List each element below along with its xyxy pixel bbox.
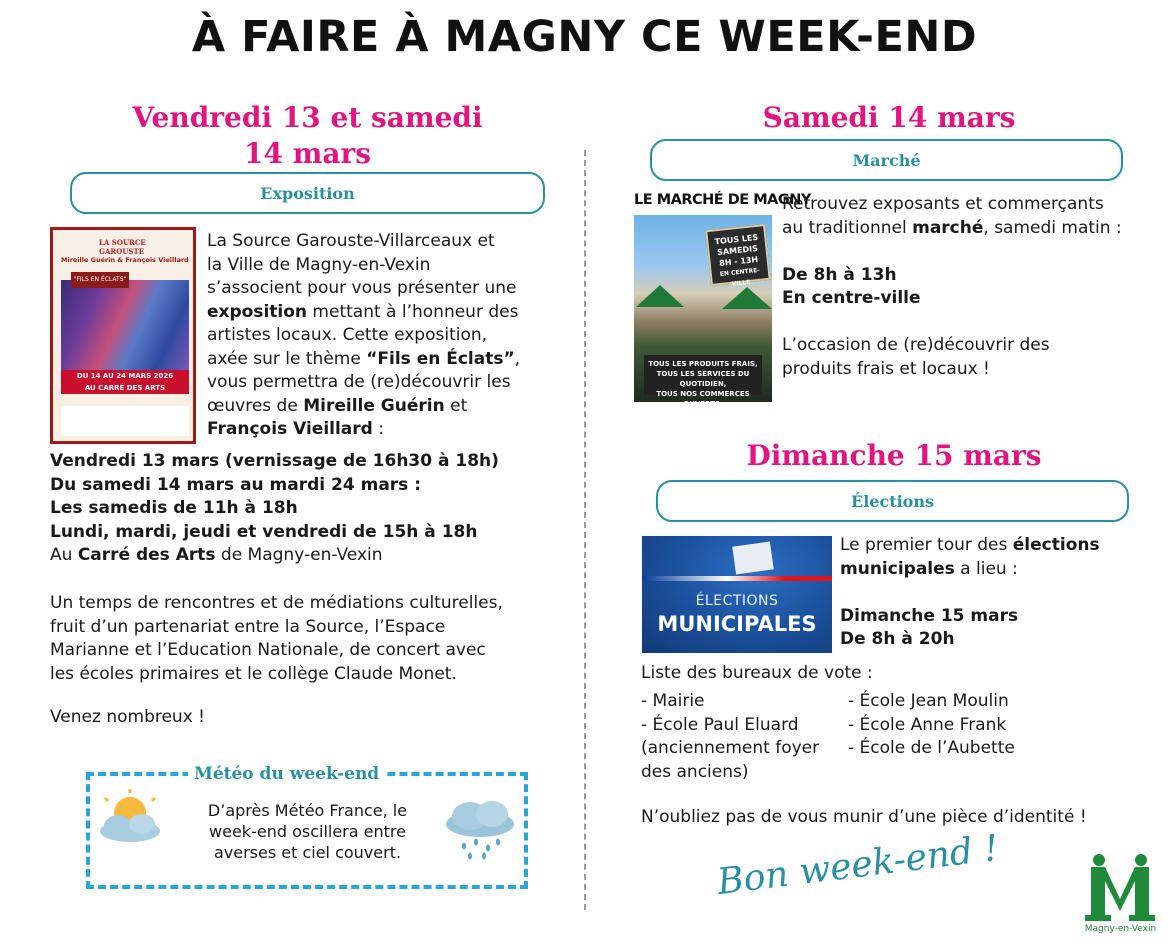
marche-board: TOUS LES SAMEDIS 8H - 13H EN CENTRE-VILLE xyxy=(705,224,771,286)
exposition-intro: La Source Garouste-Villarceaux et la Ville de Magny-en-Vexin s’associent pour vous présenter une exposition mettant à l’honneur des artistes locaux. Cette exposition, axée sur le thème “Fils en Éclats”, vous permettra de (re)découvrir les œuvres de Mireille Guérin et François Vieillard : xyxy=(207,231,521,439)
exposition-poster: LA SOURCE GAROUSTE Mireille Guérin & François Vieillard "FILS EN ÉCLATS" DU 14 AU 24 MARS 2026 AU CARRÉ DES ARTS xyxy=(50,227,196,444)
saturday-heading: Samedi 14 mars xyxy=(762,101,1016,134)
exposition-schedule: Vendredi 13 mars (vernissage de 16h30 à 18h) Du samedi 14 mars au mardi 24 mars : Les samedis de 11h à 18h Lundi, mardi, jeudi et vendredi de 15h à 18h Au Carré des Arts de Magny-en-Vexin xyxy=(50,450,499,568)
rain-cloud-icon xyxy=(440,796,520,862)
meteo-title: Météo du week-end xyxy=(188,764,385,784)
marche-header: LE MARCHÉ DE MAGNY xyxy=(634,192,811,208)
farewell-text: Bon week-end ! xyxy=(715,827,1001,903)
elections-image: ÉLECTIONS MUNICIPALES xyxy=(642,536,832,653)
marche-text: Retrouvez exposants et commerçants au traditionnel marché, samedi matin : De 8h à 13h En centre-ville L’occasion de (re)découvrir des produits frais et locaux ! xyxy=(782,194,1122,379)
closing-text: Venez nombreux ! xyxy=(50,707,205,727)
sunday-heading: Dimanche 15 mars xyxy=(746,439,1042,472)
partner-logos xyxy=(61,406,189,436)
elections-label: Élections xyxy=(656,480,1129,522)
marche-banner: TOUS LES PRODUITS FRAIS, TOUS LES SERVICES DU QUOTIDIEN, TOUS NOS COMMERCES OUVERTS. xyxy=(644,355,762,395)
elections-text: Le premier tour des élections municipales a lieu : Dimanche 15 mars De 8h à 20h xyxy=(840,535,1100,649)
marche-label: Marché xyxy=(650,139,1123,181)
page-title: À FAIRE À MAGNY CE WEEK-END xyxy=(191,12,978,62)
venue-line: Au Carré des Arts de Magny-en-Vexin xyxy=(50,545,383,565)
logo-caption: Magny-en-Vexin xyxy=(1084,924,1157,934)
bureaux-title: Liste des bureaux de vote : xyxy=(641,663,873,683)
magny-m-icon xyxy=(1083,853,1158,923)
friday-saturday-heading: Vendredi 13 et samedi 14 mars xyxy=(132,101,483,170)
exposition-label: Exposition xyxy=(70,172,545,214)
ballot-box xyxy=(732,541,774,574)
magny-logo xyxy=(1083,853,1158,933)
column-divider xyxy=(584,150,586,910)
meteo-text: D’après Météo France, le week-end oscillera entre averses et ciel couvert. xyxy=(207,801,408,862)
poster-artwork xyxy=(61,280,189,370)
id-reminder: N’oubliez pas de vous munir d’une pièce d’identité ! xyxy=(641,807,1087,827)
marche-photo xyxy=(634,215,772,408)
bureaux-list-col2: - École Jean Moulin - École Anne Frank - École de l’Aubette xyxy=(848,691,1015,758)
mediation-paragraph: Un temps de rencontres et de médiations culturelles, fruit d’un partenariat entre la Source, l’Espace Marianne et l’Education Nationale, de concert avec les écoles primaires et le collège Claude Monet. xyxy=(50,593,503,684)
sun-cloud-icon xyxy=(96,793,174,845)
bureaux-list-col1: - Mairie - École Paul Eluard (anciennement foyer des anciens) xyxy=(641,691,820,782)
